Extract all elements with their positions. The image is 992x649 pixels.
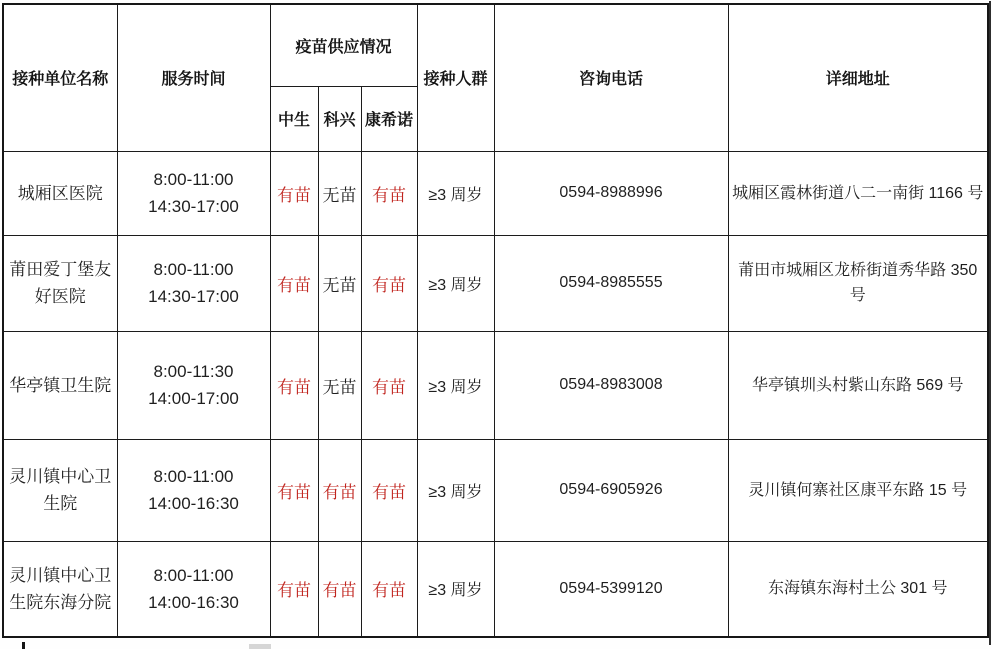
phone-number: 0594-8983008 xyxy=(494,331,728,439)
supply-status: 有苗 xyxy=(361,439,417,541)
address xyxy=(728,439,988,541)
supply-status: 有苗 xyxy=(361,235,417,331)
scan-artifact xyxy=(249,644,271,649)
address-text: 莆田市城厢区龙桥街道秀华路 350 号 xyxy=(738,262,978,304)
service-time-pm: 14:30-17:00 xyxy=(148,197,239,216)
service-time-am: 8:00-11:00 xyxy=(153,565,234,585)
address xyxy=(728,151,988,235)
unit-name: 灵川镇中心卫生院 xyxy=(3,439,117,541)
unit-name: 城厢区医院 xyxy=(3,151,117,235)
address-text: 东海镇东海村土公 301 号 xyxy=(767,580,948,598)
service-time-pm: 14:00-16:30 xyxy=(148,592,239,612)
target-group: ≥3 周岁 xyxy=(417,439,494,541)
target-group: ≥3 周岁 xyxy=(417,151,494,235)
service-time xyxy=(117,151,270,235)
unit-name: 灵川镇中心卫生院东海分院 xyxy=(3,541,117,637)
supply-status: 有苗 xyxy=(270,331,318,439)
supply-status: 有苗 xyxy=(318,439,361,541)
supply-status: 有苗 xyxy=(361,151,417,235)
header-address: 详细地址 xyxy=(728,4,988,151)
table-row xyxy=(3,235,988,331)
header-vaccine-supply: 疫苗供应情况 xyxy=(270,4,417,86)
header-target-group: 接种人群 xyxy=(417,4,494,151)
supply-status: 有苗 xyxy=(270,151,318,235)
address xyxy=(728,541,988,637)
address-text: 华亭镇圳头村紫山东路 569 号 xyxy=(751,376,964,394)
service-time xyxy=(117,541,270,637)
header-brand-zhongsheng: 中生 xyxy=(270,86,318,151)
target-group: ≥3 周岁 xyxy=(417,541,494,637)
phone-number: 0594-8988996 xyxy=(494,151,728,235)
table-row xyxy=(3,439,988,541)
service-time-am: 8:00-11:00 xyxy=(153,467,234,486)
address-text: 城厢区霞林街道八二一南街 1166 号 xyxy=(732,184,984,202)
supply-status: 有苗 xyxy=(270,439,318,541)
address-text: 灵川镇何寨社区康平东路 15 号 xyxy=(748,481,968,499)
table-row xyxy=(3,151,988,235)
service-time xyxy=(117,331,270,439)
target-group: ≥3 周岁 xyxy=(417,331,494,439)
supply-status: 无苗 xyxy=(318,235,361,331)
service-time-am: 8:00-11:00 xyxy=(153,260,234,279)
table-row xyxy=(3,331,988,439)
phone-number: 0594-6905926 xyxy=(494,439,728,541)
supply-status: 有苗 xyxy=(361,541,417,637)
service-time-pm: 14:00-16:30 xyxy=(148,494,239,513)
table-row xyxy=(3,541,988,637)
header-phone: 咨询电话 xyxy=(494,4,728,151)
header-row-top xyxy=(3,4,988,86)
service-time-pm: 14:00-17:00 xyxy=(148,389,239,408)
supply-status: 有苗 xyxy=(270,235,318,331)
unit-name: 华亭镇卫生院 xyxy=(3,331,117,439)
supply-status: 有苗 xyxy=(270,541,318,637)
cutoff-next-row-border xyxy=(22,642,25,649)
service-time xyxy=(117,439,270,541)
service-time-am: 8:00-11:30 xyxy=(153,362,234,381)
supply-status: 无苗 xyxy=(318,151,361,235)
supply-status: 无苗 xyxy=(318,331,361,439)
header-unit: 接种单位名称 xyxy=(3,4,117,151)
vaccine-supply-table xyxy=(2,3,989,638)
phone-number: 0594-8985555 xyxy=(494,235,728,331)
service-time-pm: 14:30-17:00 xyxy=(148,287,239,306)
supply-status: 有苗 xyxy=(361,331,417,439)
header-brand-kexing: 科兴 xyxy=(318,86,361,151)
supply-status: 有苗 xyxy=(318,541,361,637)
header-brand-kangxinuo: 康希诺 xyxy=(361,86,417,151)
service-time xyxy=(117,235,270,331)
service-time-am: 8:00-11:00 xyxy=(153,170,234,189)
page-right-frame-line xyxy=(989,1,991,645)
address xyxy=(728,235,988,331)
target-group: ≥3 周岁 xyxy=(417,235,494,331)
header-service-time: 服务时间 xyxy=(117,4,270,151)
unit-name: 莆田爱丁堡友好医院 xyxy=(3,235,117,331)
phone-number: 0594-5399120 xyxy=(494,541,728,637)
address xyxy=(728,331,988,439)
